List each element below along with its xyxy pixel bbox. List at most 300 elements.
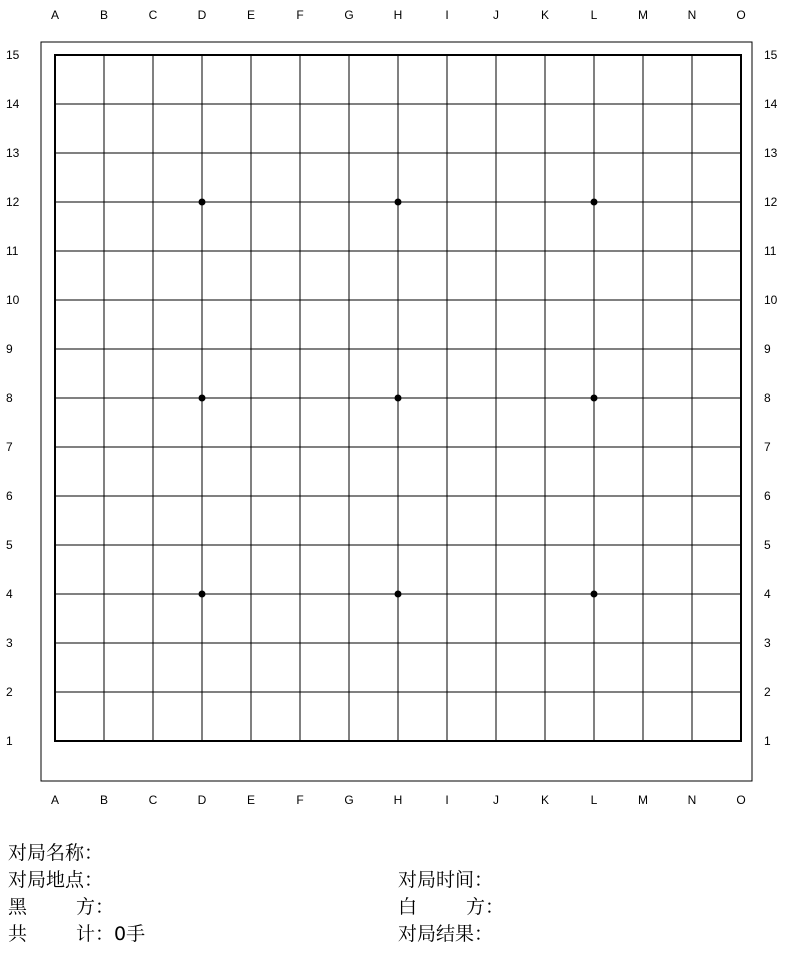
- intersection[interactable]: [143, 290, 163, 310]
- column-label-bottom: A: [50, 793, 60, 807]
- moves-unit: 手: [126, 923, 146, 945]
- intersection[interactable]: [682, 241, 702, 261]
- column-label-top: D: [197, 8, 207, 22]
- intersection[interactable]: [437, 94, 457, 114]
- intersection[interactable]: [633, 535, 653, 555]
- row-label-right: 14: [764, 97, 778, 111]
- intersection[interactable]: [339, 535, 359, 555]
- intersection[interactable]: [535, 731, 555, 751]
- intersection[interactable]: [486, 94, 506, 114]
- intersection[interactable]: [290, 584, 310, 604]
- column-label-bottom: G: [344, 793, 354, 807]
- black-label-suffix: 方：: [76, 896, 115, 918]
- intersection[interactable]: [584, 437, 604, 457]
- intersection[interactable]: [633, 143, 653, 163]
- star-point: [591, 199, 598, 206]
- column-label-bottom: C: [148, 793, 158, 807]
- total-moves-row: [8, 921, 145, 947]
- intersection[interactable]: [192, 682, 212, 702]
- intersection[interactable]: [45, 94, 65, 114]
- intersection[interactable]: [584, 241, 604, 261]
- intersection[interactable]: [486, 731, 506, 751]
- intersection[interactable]: [143, 388, 163, 408]
- intersection[interactable]: [241, 584, 261, 604]
- intersection[interactable]: [437, 437, 457, 457]
- intersection[interactable]: [192, 94, 212, 114]
- column-label-top: M: [638, 8, 648, 22]
- intersection[interactable]: [682, 682, 702, 702]
- intersection[interactable]: [241, 388, 261, 408]
- intersection[interactable]: [241, 486, 261, 506]
- intersection[interactable]: [633, 682, 653, 702]
- intersection[interactable]: [731, 94, 751, 114]
- intersection[interactable]: [45, 633, 65, 653]
- intersection[interactable]: [94, 192, 114, 212]
- intersection[interactable]: [633, 584, 653, 604]
- intersection[interactable]: [682, 535, 702, 555]
- intersection[interactable]: [290, 535, 310, 555]
- intersection[interactable]: [535, 486, 555, 506]
- intersection[interactable]: [731, 535, 751, 555]
- intersection[interactable]: [731, 486, 751, 506]
- star-point: [395, 395, 402, 402]
- intersection[interactable]: [192, 535, 212, 555]
- intersection[interactable]: [143, 535, 163, 555]
- intersection[interactable]: [94, 290, 114, 310]
- intersection[interactable]: [731, 731, 751, 751]
- intersection[interactable]: [584, 45, 604, 65]
- intersection[interactable]: [535, 143, 555, 163]
- intersection[interactable]: [486, 633, 506, 653]
- column-label-bottom: H: [393, 793, 403, 807]
- intersection[interactable]: [339, 192, 359, 212]
- intersection[interactable]: [241, 45, 261, 65]
- star-point: [591, 591, 598, 598]
- intersection[interactable]: [486, 486, 506, 506]
- intersection[interactable]: [486, 682, 506, 702]
- intersection[interactable]: [45, 486, 65, 506]
- intersection[interactable]: [731, 682, 751, 702]
- intersection[interactable]: [388, 143, 408, 163]
- intersection[interactable]: [143, 45, 163, 65]
- column-label-top: C: [148, 8, 158, 22]
- intersection[interactable]: [633, 633, 653, 653]
- intersection[interactable]: [241, 535, 261, 555]
- intersection[interactable]: [535, 682, 555, 702]
- intersection[interactable]: [45, 339, 65, 359]
- intersection[interactable]: [241, 290, 261, 310]
- intersection[interactable]: [584, 682, 604, 702]
- intersection[interactable]: [584, 143, 604, 163]
- intersection[interactable]: [290, 437, 310, 457]
- intersection[interactable]: [731, 339, 751, 359]
- intersection[interactable]: [486, 290, 506, 310]
- intersection[interactable]: [633, 241, 653, 261]
- intersection[interactable]: [535, 584, 555, 604]
- intersection[interactable]: [290, 388, 310, 408]
- intersection[interactable]: [388, 682, 408, 702]
- intersection[interactable]: [94, 94, 114, 114]
- intersection[interactable]: [45, 437, 65, 457]
- intersection[interactable]: [290, 192, 310, 212]
- intersection[interactable]: [682, 192, 702, 212]
- intersection[interactable]: [339, 290, 359, 310]
- intersection[interactable]: [94, 682, 114, 702]
- intersection[interactable]: [94, 339, 114, 359]
- column-label-bottom: M: [638, 793, 648, 807]
- intersection[interactable]: [143, 682, 163, 702]
- column-label-bottom: L: [590, 793, 598, 807]
- intersection[interactable]: [339, 633, 359, 653]
- intersection[interactable]: [94, 388, 114, 408]
- intersection[interactable]: [143, 437, 163, 457]
- intersection[interactable]: [584, 94, 604, 114]
- column-label-bottom: K: [540, 793, 550, 807]
- intersection[interactable]: [437, 584, 457, 604]
- row-label-left: 5: [6, 538, 13, 552]
- intersection[interactable]: [437, 486, 457, 506]
- white-label: 白: [398, 896, 418, 918]
- intersection[interactable]: [94, 45, 114, 65]
- row-label-right: 8: [764, 391, 771, 405]
- intersection[interactable]: [584, 486, 604, 506]
- intersection[interactable]: [486, 535, 506, 555]
- intersection[interactable]: [45, 584, 65, 604]
- intersection[interactable]: [143, 143, 163, 163]
- intersection[interactable]: [94, 143, 114, 163]
- location-row: [8, 867, 103, 893]
- time-label: 对局时间：: [398, 869, 494, 891]
- star-point: [591, 395, 598, 402]
- row-label-right: 1: [764, 734, 771, 748]
- intersection[interactable]: [633, 339, 653, 359]
- intersection[interactable]: [241, 633, 261, 653]
- intersection[interactable]: [290, 143, 310, 163]
- intersection[interactable]: [535, 290, 555, 310]
- intersection[interactable]: [143, 192, 163, 212]
- intersection[interactable]: [241, 682, 261, 702]
- intersection[interactable]: [584, 535, 604, 555]
- total-label-suffix: 计：: [76, 923, 115, 945]
- column-label-top: B: [99, 8, 109, 22]
- intersection[interactable]: [633, 290, 653, 310]
- intersection[interactable]: [339, 241, 359, 261]
- intersection[interactable]: [437, 535, 457, 555]
- row-label-left: 15: [6, 48, 20, 62]
- intersection[interactable]: [290, 94, 310, 114]
- intersection[interactable]: [535, 241, 555, 261]
- intersection[interactable]: [45, 241, 65, 261]
- intersection[interactable]: [241, 192, 261, 212]
- intersection[interactable]: [486, 192, 506, 212]
- intersection[interactable]: [45, 192, 65, 212]
- intersection[interactable]: [486, 437, 506, 457]
- intersection[interactable]: [731, 45, 751, 65]
- intersection[interactable]: [584, 339, 604, 359]
- intersection[interactable]: [388, 486, 408, 506]
- intersection[interactable]: [486, 388, 506, 408]
- intersection[interactable]: [535, 437, 555, 457]
- intersection[interactable]: [94, 241, 114, 261]
- intersection[interactable]: [682, 143, 702, 163]
- intersection[interactable]: [339, 45, 359, 65]
- intersection[interactable]: [94, 437, 114, 457]
- row-label-right: 6: [764, 489, 771, 503]
- intersection[interactable]: [290, 290, 310, 310]
- intersection[interactable]: [682, 94, 702, 114]
- intersection[interactable]: [339, 94, 359, 114]
- row-label-left: 3: [6, 636, 13, 650]
- star-point: [199, 199, 206, 206]
- column-label-bottom: D: [197, 793, 207, 807]
- intersection[interactable]: [339, 584, 359, 604]
- intersection[interactable]: [535, 94, 555, 114]
- game-name-label: 对局名称：: [8, 842, 104, 864]
- column-label-top: A: [50, 8, 60, 22]
- intersection[interactable]: [535, 388, 555, 408]
- row-label-left: 12: [6, 195, 20, 209]
- intersection[interactable]: [535, 45, 555, 65]
- intersection[interactable]: [388, 94, 408, 114]
- row-label-right: 15: [764, 48, 778, 62]
- intersection[interactable]: [241, 339, 261, 359]
- intersection[interactable]: [143, 584, 163, 604]
- intersection[interactable]: [633, 486, 653, 506]
- intersection[interactable]: [682, 437, 702, 457]
- row-label-left: 8: [6, 391, 13, 405]
- intersection[interactable]: [94, 584, 114, 604]
- column-label-bottom: I: [445, 793, 449, 807]
- intersection[interactable]: [486, 584, 506, 604]
- intersection[interactable]: [290, 45, 310, 65]
- game-record-info: [0, 838, 788, 976]
- intersection[interactable]: [192, 241, 212, 261]
- intersection[interactable]: [192, 633, 212, 653]
- row-label-left: 9: [6, 342, 13, 356]
- intersection[interactable]: [731, 388, 751, 408]
- intersection[interactable]: [290, 241, 310, 261]
- intersection[interactable]: [143, 241, 163, 261]
- intersection[interactable]: [437, 633, 457, 653]
- intersection[interactable]: [437, 290, 457, 310]
- intersection[interactable]: [192, 486, 212, 506]
- row-label-right: 5: [764, 538, 771, 552]
- intersection[interactable]: [731, 192, 751, 212]
- intersection[interactable]: [388, 437, 408, 457]
- row-label-left: 6: [6, 489, 13, 503]
- intersection[interactable]: [388, 241, 408, 261]
- row-label-right: 11: [764, 244, 777, 258]
- intersection[interactable]: [192, 437, 212, 457]
- intersection[interactable]: [731, 633, 751, 653]
- result-row: [398, 921, 493, 947]
- total-moves-value: 0: [114, 923, 127, 945]
- intersection[interactable]: [241, 731, 261, 751]
- intersection[interactable]: [241, 143, 261, 163]
- black-label: 黑: [8, 896, 28, 918]
- intersection[interactable]: [633, 45, 653, 65]
- intersection[interactable]: [584, 731, 604, 751]
- intersection[interactable]: [45, 290, 65, 310]
- intersection[interactable]: [437, 339, 457, 359]
- intersection[interactable]: [45, 682, 65, 702]
- intersection[interactable]: [682, 290, 702, 310]
- intersection[interactable]: [731, 290, 751, 310]
- intersection[interactable]: [437, 731, 457, 751]
- intersection[interactable]: [682, 731, 702, 751]
- row-label-left: 7: [6, 440, 13, 454]
- intersection[interactable]: [731, 241, 751, 261]
- intersection[interactable]: [339, 486, 359, 506]
- column-label-bottom: O: [736, 793, 746, 807]
- intersection[interactable]: [45, 45, 65, 65]
- intersection[interactable]: [437, 45, 457, 65]
- column-label-top: O: [736, 8, 746, 22]
- column-label-top: L: [590, 8, 598, 22]
- time-row: [398, 867, 493, 893]
- row-label-right: 2: [764, 685, 771, 699]
- intersection[interactable]: [633, 192, 653, 212]
- intersection[interactable]: [535, 535, 555, 555]
- intersection[interactable]: [192, 339, 212, 359]
- game-name-row: [8, 840, 103, 866]
- intersection[interactable]: [731, 143, 751, 163]
- intersection[interactable]: [143, 339, 163, 359]
- intersection[interactable]: [437, 143, 457, 163]
- intersection[interactable]: [45, 535, 65, 555]
- intersection[interactable]: [339, 143, 359, 163]
- intersection[interactable]: [143, 94, 163, 114]
- intersection[interactable]: [192, 731, 212, 751]
- column-label-bottom: E: [246, 793, 256, 807]
- intersection[interactable]: [241, 437, 261, 457]
- white-player-row: [398, 894, 504, 920]
- intersection[interactable]: [682, 388, 702, 408]
- intersection[interactable]: [731, 584, 751, 604]
- intersection[interactable]: [45, 143, 65, 163]
- result-label: 对局结果：: [398, 923, 494, 945]
- intersection[interactable]: [388, 290, 408, 310]
- intersection[interactable]: [682, 486, 702, 506]
- intersection[interactable]: [143, 486, 163, 506]
- intersection[interactable]: [388, 45, 408, 65]
- intersection[interactable]: [486, 241, 506, 261]
- intersection[interactable]: [192, 143, 212, 163]
- intersection[interactable]: [241, 241, 261, 261]
- intersection[interactable]: [388, 633, 408, 653]
- star-point: [395, 199, 402, 206]
- intersection[interactable]: [535, 633, 555, 653]
- intersection[interactable]: [682, 633, 702, 653]
- intersection[interactable]: [633, 731, 653, 751]
- intersection[interactable]: [388, 731, 408, 751]
- intersection[interactable]: [94, 731, 114, 751]
- intersection[interactable]: [682, 584, 702, 604]
- intersection[interactable]: [388, 339, 408, 359]
- column-label-top: E: [246, 8, 256, 22]
- intersection[interactable]: [290, 339, 310, 359]
- intersection[interactable]: [45, 388, 65, 408]
- row-label-right: 7: [764, 440, 771, 454]
- intersection[interactable]: [731, 437, 751, 457]
- intersection[interactable]: [339, 388, 359, 408]
- column-label-top: N: [687, 8, 697, 22]
- column-label-top: J: [493, 8, 499, 22]
- intersection[interactable]: [437, 241, 457, 261]
- row-label-left: 4: [6, 587, 13, 601]
- row-label-left: 1: [6, 734, 13, 748]
- intersection[interactable]: [339, 339, 359, 359]
- intersection[interactable]: [94, 633, 114, 653]
- intersection[interactable]: [486, 45, 506, 65]
- column-label-bottom: F: [296, 793, 304, 807]
- intersection[interactable]: [682, 45, 702, 65]
- column-label-bottom: N: [687, 793, 697, 807]
- star-point: [199, 591, 206, 598]
- intersection[interactable]: [486, 143, 506, 163]
- column-label-bottom: J: [493, 793, 499, 807]
- intersection[interactable]: [486, 339, 506, 359]
- intersection[interactable]: [437, 192, 457, 212]
- intersection[interactable]: [437, 388, 457, 408]
- intersection[interactable]: [290, 633, 310, 653]
- intersection[interactable]: [633, 388, 653, 408]
- column-label-top: H: [393, 8, 403, 22]
- intersection[interactable]: [192, 45, 212, 65]
- intersection[interactable]: [682, 339, 702, 359]
- intersection[interactable]: [388, 535, 408, 555]
- intersection[interactable]: [339, 682, 359, 702]
- row-label-right: 12: [764, 195, 778, 209]
- intersection[interactable]: [290, 486, 310, 506]
- column-label-top: F: [296, 8, 304, 22]
- white-label-suffix: 方：: [466, 896, 505, 918]
- row-label-left: 14: [6, 97, 20, 111]
- intersection[interactable]: [143, 731, 163, 751]
- intersection[interactable]: [143, 633, 163, 653]
- column-label-top: K: [540, 8, 550, 22]
- row-label-right: 10: [764, 293, 778, 307]
- intersection[interactable]: [290, 731, 310, 751]
- intersection[interactable]: [535, 339, 555, 359]
- intersection[interactable]: [339, 437, 359, 457]
- row-label-left: 2: [6, 685, 13, 699]
- intersection[interactable]: [633, 437, 653, 457]
- intersection[interactable]: [584, 290, 604, 310]
- column-label-bottom: B: [99, 793, 109, 807]
- intersection[interactable]: [45, 731, 65, 751]
- row-label-left: 11: [6, 244, 19, 258]
- row-label-right: 13: [764, 146, 778, 160]
- column-label-top: G: [344, 8, 354, 22]
- intersection[interactable]: [633, 94, 653, 114]
- intersection[interactable]: [535, 192, 555, 212]
- intersection[interactable]: [94, 535, 114, 555]
- star-point: [199, 395, 206, 402]
- intersection[interactable]: [290, 682, 310, 702]
- intersection[interactable]: [94, 486, 114, 506]
- intersection[interactable]: [241, 94, 261, 114]
- column-label-top: I: [445, 8, 449, 22]
- row-label-right: 4: [764, 587, 771, 601]
- star-point: [395, 591, 402, 598]
- intersection[interactable]: [437, 682, 457, 702]
- intersection[interactable]: [192, 290, 212, 310]
- intersection[interactable]: [584, 633, 604, 653]
- row-label-right: 9: [764, 342, 771, 356]
- row-label-left: 13: [6, 146, 20, 160]
- intersection[interactable]: [339, 731, 359, 751]
